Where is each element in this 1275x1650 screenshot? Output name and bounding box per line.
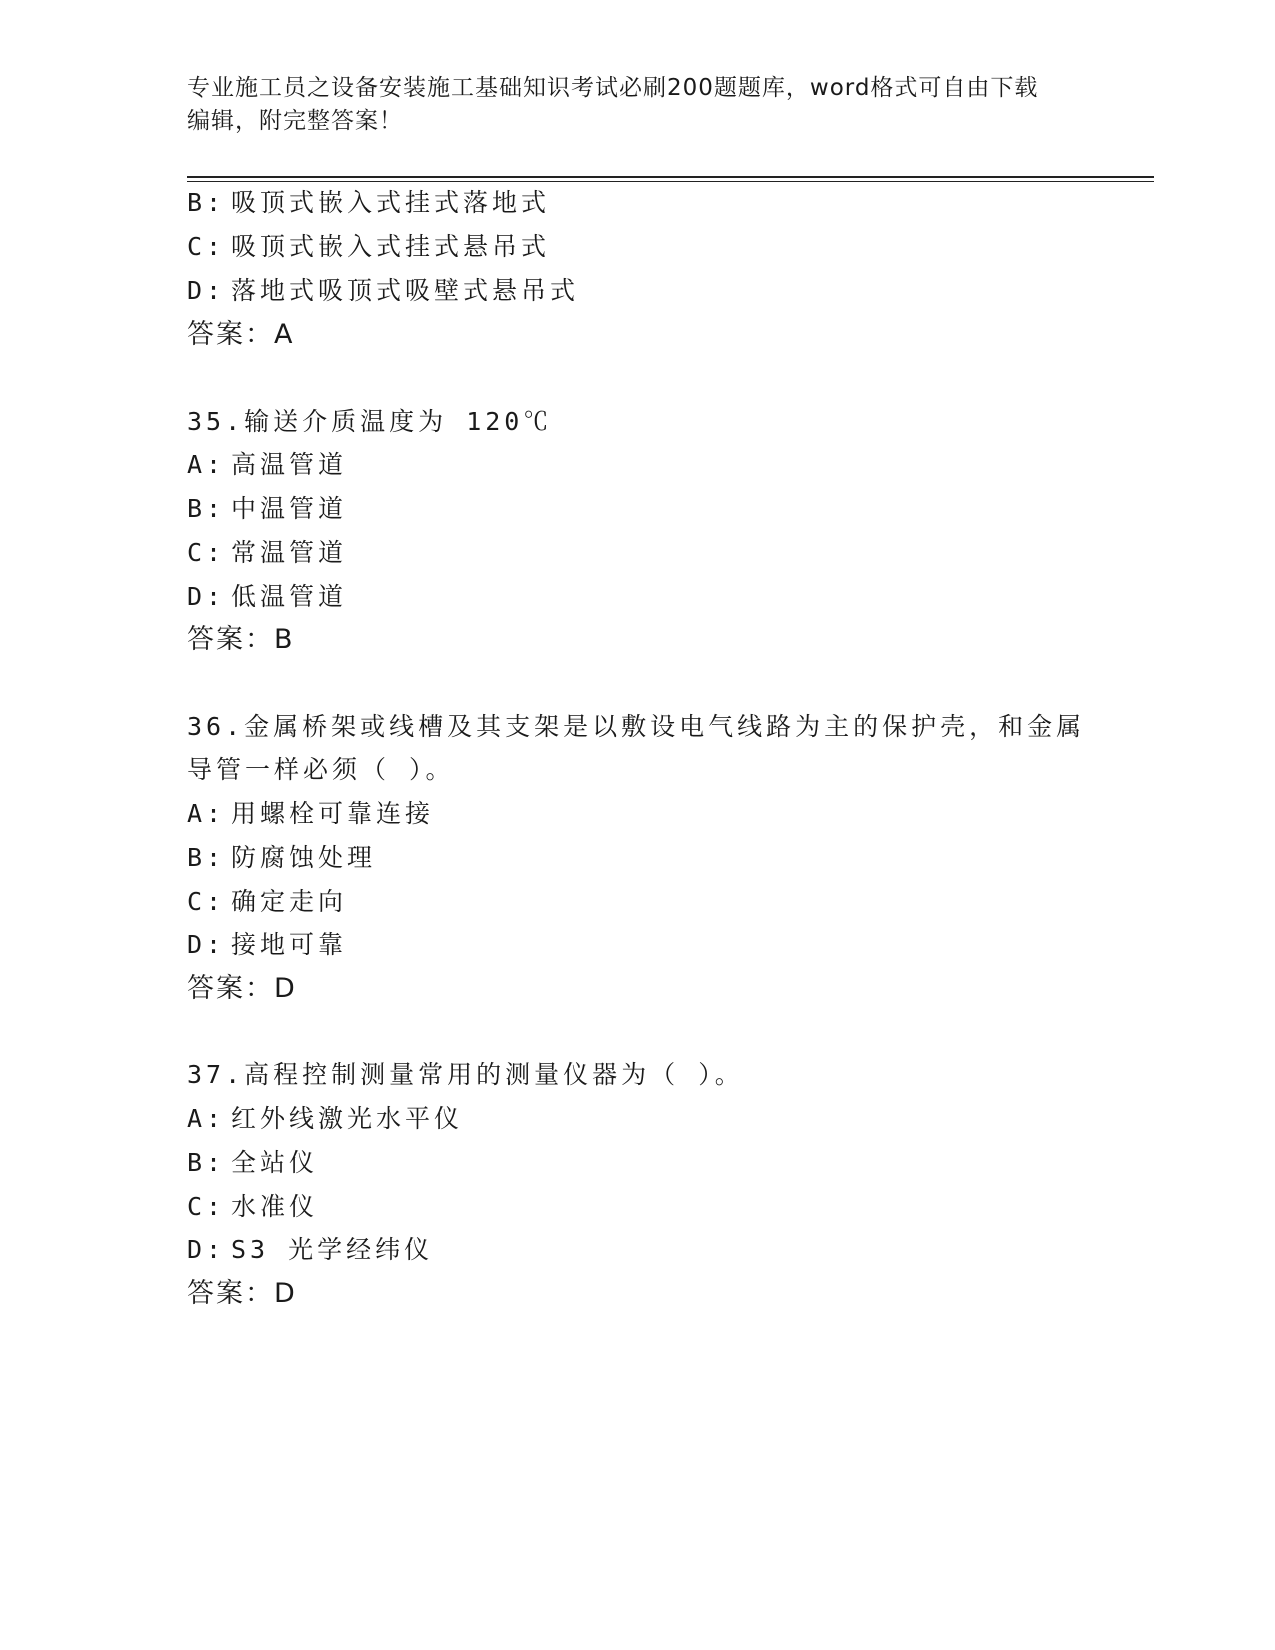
question-37-option-d <box>187 1233 433 1267</box>
option-text: 红外线激光水平仪 <box>231 1104 464 1133</box>
option-letter: C: <box>187 232 226 261</box>
option-text: 接地可靠 <box>231 930 348 959</box>
option-letter: A: <box>187 799 226 828</box>
option-letter: C: <box>187 1192 226 1221</box>
header-divider-thin <box>187 181 1154 182</box>
question-35-answer: 答案：B <box>187 624 295 655</box>
option-text: 常温管道 <box>231 538 348 567</box>
question-37-answer: 答案：D <box>187 1278 297 1309</box>
option-letter: B: <box>187 188 226 217</box>
prev-option-d <box>187 274 579 308</box>
option-text: 确定走向 <box>231 887 348 916</box>
question-35-stem: 35.输送介质温度为 120℃ <box>187 407 553 436</box>
question-37-option-c <box>187 1190 318 1224</box>
question-37-option-a <box>187 1102 463 1136</box>
option-letter: D: <box>187 1235 226 1264</box>
prev-option-b <box>187 186 550 220</box>
question-36-answer: 答案：D <box>187 973 297 1004</box>
option-text: 防腐蚀处理 <box>231 843 377 872</box>
option-letter: A: <box>187 450 226 479</box>
option-text: 吸顶式嵌入式挂式悬吊式 <box>231 232 551 261</box>
option-letter: B: <box>187 843 226 872</box>
header-line-2: 编辑，附完整答案！ <box>187 108 403 134</box>
question-36-stem-line-1: 36.金属桥架或线槽及其支架是以敷设电气线路为主的保护壳，和金属 <box>187 712 1086 741</box>
question-36-option-a <box>187 797 434 831</box>
option-letter: D: <box>187 930 226 959</box>
option-text: 高温管道 <box>231 450 348 479</box>
question-36-option-c <box>187 885 347 919</box>
question-36-option-b <box>187 841 376 875</box>
question-37-stem: 37.高程控制测量常用的测量仪器为（ ）。 <box>187 1060 744 1089</box>
option-letter: C: <box>187 887 226 916</box>
header-divider-thick <box>187 176 1154 178</box>
option-letter: B: <box>187 494 226 523</box>
document-header <box>187 72 1067 138</box>
option-text: 用螺栓可靠连接 <box>231 799 435 828</box>
option-text: 落地式吸顶式吸壁式悬吊式 <box>231 276 580 305</box>
question-35-option-a <box>187 448 347 482</box>
question-36-stem-line-2: 导管一样必须（ ）。 <box>187 755 455 784</box>
option-letter: B: <box>187 1148 226 1177</box>
option-text: 全站仪 <box>231 1148 319 1177</box>
option-letter: D: <box>187 582 226 611</box>
prev-answer: 答案：A <box>187 319 295 350</box>
prev-option-c <box>187 230 550 264</box>
option-text: 低温管道 <box>231 582 348 611</box>
question-35-option-c <box>187 536 347 570</box>
question-35-option-d <box>187 580 347 614</box>
option-letter: D: <box>187 276 226 305</box>
header-line-1: 专业施工员之设备安装施工基础知识考试必刷200题题库，word格式可自由下载 <box>187 75 1039 101</box>
option-letter: A: <box>187 1104 226 1133</box>
option-text: S3 光学经纬仪 <box>231 1235 434 1264</box>
question-37-option-b <box>187 1146 318 1180</box>
question-36-option-d <box>187 928 347 962</box>
question-35-option-b <box>187 492 347 526</box>
option-text: 水准仪 <box>231 1192 319 1221</box>
option-text: 中温管道 <box>231 494 348 523</box>
option-letter: C: <box>187 538 226 567</box>
option-text: 吸顶式嵌入式挂式落地式 <box>231 188 551 217</box>
